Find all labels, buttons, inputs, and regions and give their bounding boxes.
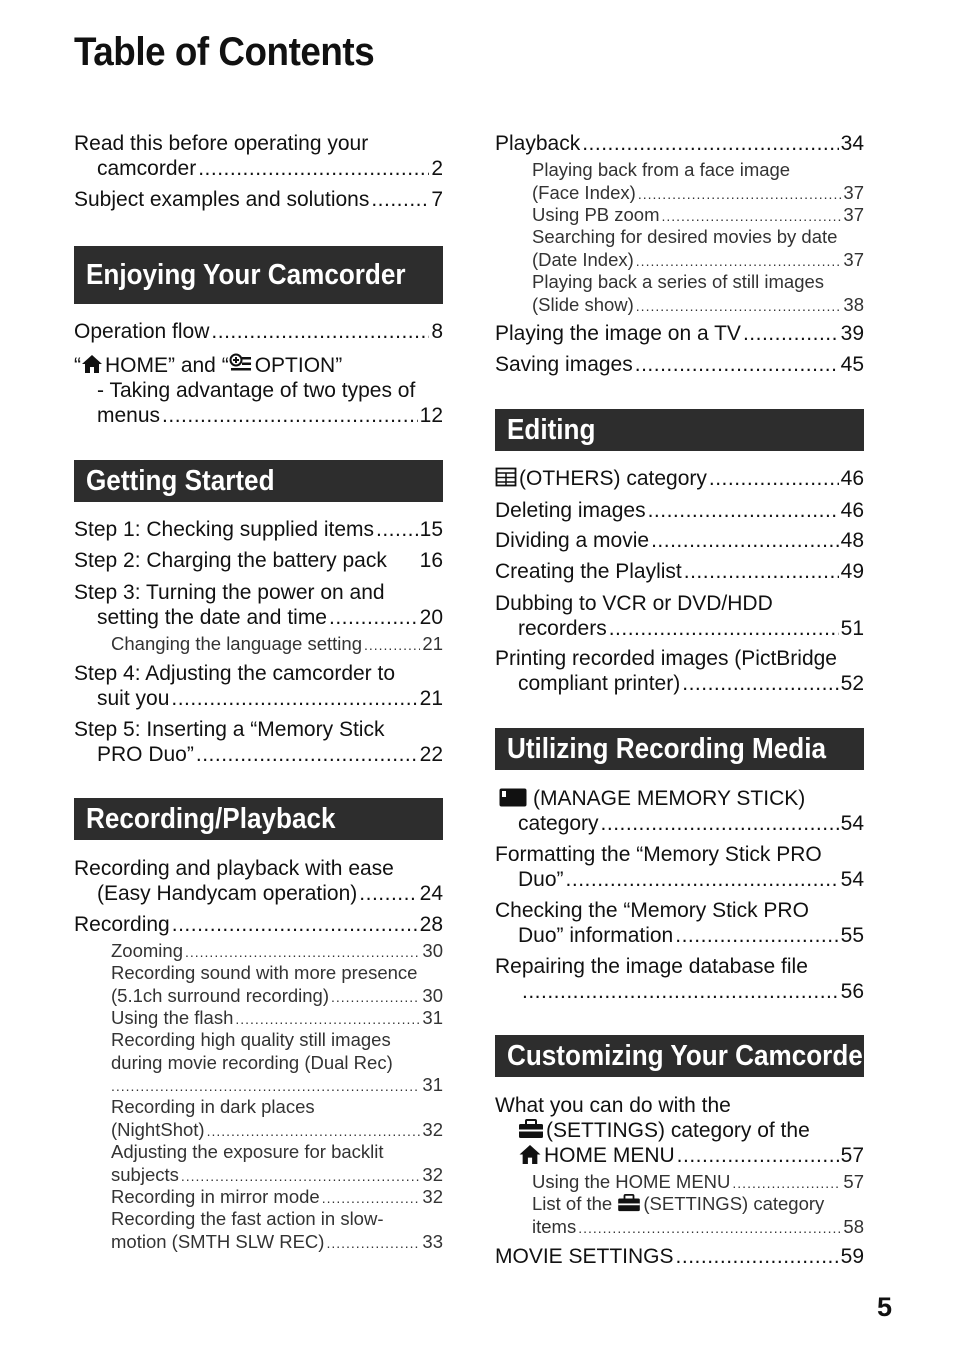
toc-entry-tv[interactable] bbox=[495, 321, 864, 346]
others-category-icon bbox=[495, 467, 517, 487]
toc-entry-dual-rec[interactable] bbox=[74, 1029, 443, 1097]
entry-line: subjects bbox=[111, 1163, 179, 1185]
entry-line: motion (SMTH SLW REC) bbox=[111, 1230, 325, 1252]
entry-label: Using the flash bbox=[111, 1007, 234, 1028]
option-label: OPTION” bbox=[254, 354, 343, 377]
option-icon bbox=[229, 353, 253, 375]
toc-entry-slow-motion[interactable] bbox=[74, 1208, 443, 1253]
entry-line: Step 3: Turning the power on and bbox=[74, 581, 385, 604]
entry-line: Recording the fast action in slow- bbox=[111, 1208, 384, 1229]
toc-entry-step4[interactable] bbox=[74, 661, 443, 711]
toc-entry-deleting[interactable] bbox=[495, 498, 864, 523]
page-number: 56 bbox=[840, 980, 864, 1003]
toc-entry-language[interactable] bbox=[74, 633, 443, 656]
entry-line: camcorder bbox=[97, 157, 197, 180]
toc-entry-formatting[interactable] bbox=[495, 842, 864, 892]
entry-line: Playing back a series of still images bbox=[532, 271, 825, 292]
page-number: 30 bbox=[422, 984, 443, 1006]
page-number: 30 bbox=[422, 940, 443, 961]
page-number: 58 bbox=[843, 1215, 864, 1237]
page-number: 37 bbox=[843, 248, 864, 270]
entry-line: category bbox=[518, 812, 599, 835]
page-number: 33 bbox=[422, 1230, 443, 1252]
page-number: 37 bbox=[843, 181, 864, 203]
toc-entry-read-this[interactable] bbox=[74, 131, 443, 181]
page-number: 31 bbox=[422, 1007, 443, 1028]
entry-line: (5.1ch surround recording) bbox=[111, 984, 329, 1006]
toolbox-icon bbox=[617, 1194, 641, 1212]
page-number: 22 bbox=[419, 743, 443, 766]
page-number: 54 bbox=[840, 868, 864, 891]
entry-line: menus bbox=[97, 404, 161, 427]
page-number: 20 bbox=[419, 606, 443, 629]
entry-line: recorders bbox=[518, 617, 607, 640]
toc-entry-home-option[interactable] bbox=[74, 353, 443, 428]
page-number: 38 bbox=[843, 293, 864, 315]
entry-line: (MANAGE MEMORY STICK) bbox=[533, 787, 806, 810]
entry-label: Playing the image on a TV bbox=[495, 322, 741, 345]
toc-entry-step1[interactable] bbox=[74, 517, 443, 542]
toc-entry-checking[interactable] bbox=[495, 898, 864, 948]
entry-line: Adjusting the exposure for backlit bbox=[111, 1141, 384, 1162]
page-title: Table of Contents bbox=[74, 30, 375, 74]
section-heading-editing: Editing bbox=[495, 409, 864, 451]
page-number: 39 bbox=[840, 322, 864, 345]
toc-entry-step5[interactable] bbox=[74, 717, 443, 767]
toc-entry-easy-handycam[interactable] bbox=[74, 856, 443, 906]
section-heading-recording-media: Utilizing Recording Media bbox=[495, 728, 864, 770]
page-number: 8 bbox=[431, 320, 443, 343]
entry-line: (Easy Handycam operation) bbox=[97, 882, 358, 905]
entry-line: Checking the “Memory Stick PRO bbox=[495, 899, 809, 922]
entry-label: Recording bbox=[74, 913, 170, 936]
page-number: 46 bbox=[840, 467, 864, 490]
entry-line: suit you bbox=[97, 687, 170, 710]
page-number: 49 bbox=[840, 560, 864, 583]
toc-entry-dubbing[interactable] bbox=[495, 591, 864, 641]
entry-line: Searching for desired movies by date bbox=[532, 226, 838, 247]
page-number: 2 bbox=[431, 157, 443, 180]
entry-line: Duo” information bbox=[518, 924, 674, 947]
toc-entry-subject-examples[interactable] bbox=[74, 187, 443, 212]
toc-entry-playback[interactable] bbox=[495, 131, 864, 156]
entry-line: (SETTINGS) category bbox=[643, 1193, 825, 1214]
entry-line: Printing recorded images (PictBridge bbox=[495, 647, 837, 670]
page-number: 32 bbox=[422, 1118, 443, 1140]
entry-line: Repairing the image database file bbox=[495, 955, 808, 978]
toc-entry-using-home-menu[interactable] bbox=[495, 1171, 864, 1194]
entry-line: Recording sound with more presence bbox=[111, 962, 418, 983]
toc-entry-slide-show[interactable] bbox=[495, 271, 864, 316]
toc-entry-step3[interactable] bbox=[74, 580, 443, 630]
entry-line: (NightShot) bbox=[111, 1118, 205, 1140]
entry-label: Using the HOME MENU bbox=[532, 1171, 731, 1192]
page-number: 59 bbox=[840, 1245, 864, 1268]
entry-line: Step 5: Inserting a “Memory Stick bbox=[74, 718, 385, 741]
entry-label: Subject examples and solutions bbox=[74, 188, 370, 211]
toc-entry-dividing[interactable] bbox=[495, 528, 864, 553]
toc-entry-movie-settings[interactable] bbox=[495, 1244, 864, 1269]
toc-entry-mirror[interactable] bbox=[74, 1186, 443, 1209]
toc-entry-pb-zoom[interactable] bbox=[495, 204, 864, 227]
page-number: 24 bbox=[419, 882, 443, 905]
entry-line: Dubbing to VCR or DVD/HDD bbox=[495, 592, 773, 615]
page-number: 7 bbox=[431, 188, 443, 211]
toc-entry-printing[interactable] bbox=[495, 646, 864, 696]
entry-label: MOVIE SETTINGS bbox=[495, 1245, 674, 1268]
toc-entry-saving[interactable] bbox=[495, 352, 864, 377]
page-number: 46 bbox=[840, 499, 864, 522]
memory-stick-icon bbox=[499, 788, 527, 807]
entry-label: (OTHERS) category bbox=[519, 467, 707, 490]
entry-label: Zooming bbox=[111, 940, 183, 961]
page-number: 21 bbox=[422, 633, 443, 654]
home-icon bbox=[81, 354, 103, 374]
home-label: HOME” and “ bbox=[105, 354, 229, 377]
entry-line: PRO Duo” bbox=[97, 743, 194, 766]
page-number: 32 bbox=[422, 1163, 443, 1185]
toc-entry-operation-flow[interactable] bbox=[74, 319, 443, 344]
page-number: 51 bbox=[840, 617, 864, 640]
entry-label: Step 2: Charging the battery pack bbox=[74, 549, 387, 572]
toc-entry-playlist[interactable] bbox=[495, 559, 864, 584]
page-number: 57 bbox=[843, 1171, 864, 1192]
toc-entry-date-index[interactable] bbox=[495, 226, 864, 271]
entry-line: during movie recording (Dual Rec) bbox=[111, 1051, 393, 1073]
entry-line: Duo” bbox=[518, 868, 564, 891]
entry-line: setting the date and time bbox=[97, 606, 327, 629]
entry-label: Using PB zoom bbox=[532, 204, 660, 225]
entry-line: (Date Index) bbox=[532, 248, 634, 270]
section-heading-enjoying: Enjoying Your Camcorder bbox=[74, 246, 443, 304]
entry-label: Recording in mirror mode bbox=[111, 1186, 320, 1207]
page-number-footer: 5 bbox=[876, 1292, 892, 1322]
entry-line: - Taking advantage of two types of bbox=[97, 379, 416, 402]
page-number: 21 bbox=[419, 687, 443, 710]
entry-line: Playing back from a face image bbox=[532, 159, 791, 180]
entry-label: Operation flow bbox=[74, 320, 210, 343]
page-number: 52 bbox=[840, 672, 864, 695]
page-number: 32 bbox=[422, 1186, 443, 1207]
page-number: 12 bbox=[419, 404, 443, 427]
entry-label: Changing the language setting bbox=[111, 633, 362, 654]
toc-entry-surround[interactable] bbox=[74, 962, 443, 1007]
toc-entry-settings-list[interactable] bbox=[495, 1193, 864, 1238]
page-number: 55 bbox=[840, 924, 864, 947]
page-number: 37 bbox=[843, 204, 864, 225]
toc-entry-face-index[interactable] bbox=[495, 159, 864, 204]
entry-label: Saving images bbox=[495, 353, 633, 376]
page-number: 34 bbox=[840, 132, 864, 155]
entry-line: Step 4: Adjusting the camcorder to bbox=[74, 662, 396, 685]
section-heading-customizing: Customizing Your Camcorder bbox=[495, 1035, 864, 1077]
entry-line: Recording and playback with ease bbox=[74, 857, 394, 880]
entry-label: Deleting images bbox=[495, 499, 646, 522]
page-number: 28 bbox=[419, 913, 443, 936]
entry-line: Recording in dark places bbox=[111, 1096, 315, 1117]
toolbox-icon bbox=[518, 1119, 544, 1139]
section-heading-getting-started: Getting Started bbox=[74, 460, 443, 502]
home-icon bbox=[518, 1144, 542, 1165]
toc-entry-flash[interactable] bbox=[74, 1007, 443, 1030]
entry-line: What you can do with the bbox=[495, 1094, 731, 1117]
entry-line: (Slide show) bbox=[532, 293, 634, 315]
toc-entry-zooming[interactable] bbox=[74, 940, 443, 963]
page-number: 45 bbox=[840, 353, 864, 376]
entry-line: HOME MENU bbox=[544, 1144, 675, 1167]
page-number: 16 bbox=[419, 549, 443, 572]
entry-label: Step 1: Checking supplied items bbox=[74, 518, 374, 541]
toc-entry-settings-category[interactable] bbox=[495, 1093, 864, 1168]
page-number: 54 bbox=[840, 812, 864, 835]
entry-label: Dividing a movie bbox=[495, 529, 650, 552]
entry-line: List of the bbox=[532, 1193, 613, 1214]
page-number: 48 bbox=[840, 529, 864, 552]
entry-line: (Face Index) bbox=[532, 181, 636, 203]
toc-entry-manage-memory-stick[interactable] bbox=[495, 786, 864, 836]
toc-entry-backlit[interactable] bbox=[74, 1141, 443, 1186]
entry-line: Read this before operating your bbox=[74, 132, 369, 155]
entry-line: compliant printer) bbox=[518, 672, 681, 695]
entry-line: (SETTINGS) category of the bbox=[546, 1119, 810, 1142]
entry-label: Playback bbox=[495, 132, 581, 155]
entry-label: Creating the Playlist bbox=[495, 560, 682, 583]
toc-entry-recording[interactable] bbox=[74, 912, 443, 937]
page-number: 15 bbox=[419, 518, 443, 541]
toc-entry-others[interactable] bbox=[495, 466, 864, 491]
page-number: 31 bbox=[422, 1074, 443, 1095]
page-number: 57 bbox=[840, 1144, 864, 1167]
toc-entry-nightshot[interactable] bbox=[74, 1096, 443, 1141]
entry-line: Formatting the “Memory Stick PRO bbox=[495, 843, 822, 866]
toc-entry-step2[interactable] bbox=[74, 548, 443, 573]
section-heading-recording-playback: Recording/Playback bbox=[74, 798, 443, 840]
quote-mark: “ bbox=[74, 354, 81, 377]
toc-entry-repairing[interactable] bbox=[495, 954, 864, 1004]
entry-line: items bbox=[532, 1215, 577, 1237]
entry-line: Recording high quality still images bbox=[111, 1029, 391, 1050]
